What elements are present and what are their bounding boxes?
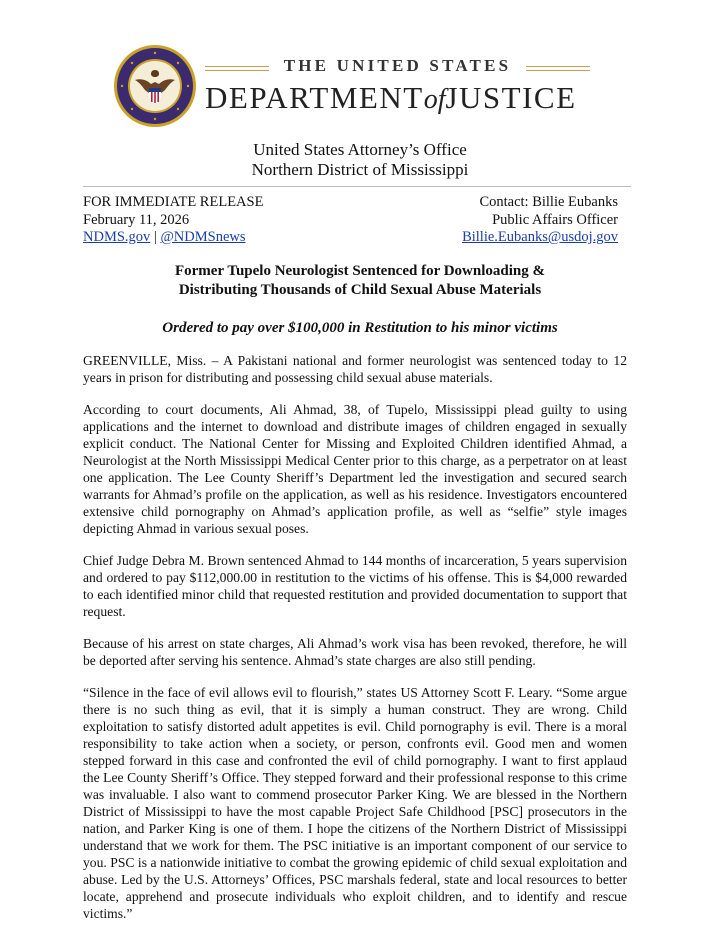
body-paragraph: According to court documents, Ali Ahmad, 38, of Tupelo, Mississippi plead guilty to using applications and the internet to download and distribute images of children engaged in sexually explicit conduct. The National Center for Missing and Exploited Children identified Ahmad, a Neurologist at the North Mississippi Medical Center prior to this charge, as a perpetrator on at least one application. The Lee County Sheriff’s Department led the investigation and secured search warrants for Ahmad’s profile on the application, as well as his residence. Investigators encountered extensive child pornography on Ahmad’s application profile, as well as “selfie” style images depicting Ahmad in various sexual poses.	[83, 402, 627, 536]
office-line-2: Northern District of Mississippi	[251, 160, 469, 179]
wordmark-department: DEPARTMENT	[205, 80, 424, 115]
release-date: February 11, 2026	[83, 211, 190, 228]
body-paragraph: Because of his arrest on state charges, Ali Ahmad’s work visa has been revoked, therefore, he will be deported after serving his sentence. Ahmad’s state charges are also still pending.	[83, 636, 627, 668]
gold-rule-left	[205, 66, 269, 71]
headline-line-1: Former Tupelo Neurologist Sentenced for Downloading &	[174, 263, 545, 279]
wordmark-top-line	[205, 56, 625, 80]
body-paragraph: “Silence in the face of evil allows evil to flourish,” states US Attorney Scott F. Leary. “Some argue there is no such thing as evil, that it is simply a human construct. They are wrong. Child exploitation to satisfy distorted adult appetites is evil. Child pornography is evil. There is a moral responsibility to take action when a society, or person, confronts evil. Good men and women stepped forward in this case and confronted the evil of child pornography. I want to first applaud the Lee County Sheriff’s Office. They stepped forward and their professional response to this crime was invaluable. I also want to commend prosecutor Parker King. We are blessed in the Northern District of Mississippi to have the most capable Project Safe Childhood [PSC] prosecutors in the nation, and Parker King is one of them. I hope the citizens of the Northern District of Mississippi understand that we work for them. The PSC initiative is an important component of our service to you. PSC is a nationwide initiative to combat the growing epidemic of child sexual exploitation and abuse. Led by the U.S. Attorneys’ Offices, PSC marshals federal, state and local resources to better locate, apprehend and prosecute individuals who exploit children, and to identify and rescue victims.”	[83, 685, 627, 921]
gold-rule-right	[526, 66, 590, 71]
headline-line-2: Distributing Thousands of Child Sexual Abuse Materials	[178, 282, 542, 298]
contact-info	[462, 194, 618, 247]
office-name	[0, 140, 720, 180]
doj-seal-icon	[113, 44, 197, 128]
wordmark-of: of	[423, 84, 446, 115]
header-divider	[83, 186, 631, 187]
subheadline: Ordered to pay over $100,000 in Restitution to his minor victims	[162, 320, 558, 336]
contact-email-link[interactable]: Billie.Eubanks@usdoj.gov	[462, 229, 618, 245]
link-separator: |	[150, 229, 161, 245]
contact-name: Contact: Billie Eubanks	[479, 194, 618, 210]
release-body	[83, 352, 627, 937]
body-paragraph: GREENVILLE, Miss. – A Pakistani national and former neurologist was sentenced today to 12 years in prison for distributing and possessing child sexual abuse materials.	[83, 353, 627, 385]
department-wordmark	[205, 56, 625, 118]
body-paragraph: Chief Judge Debra M. Brown sentenced Ahmad to 144 months of incarceration, 5 years supervision and ordered to pay $112,000.00 in restitution to the victims of his offense. This is $4,000 rewarded to each identified minor child that requested restitution and provided documentation to support that request.	[83, 553, 627, 619]
release-info	[83, 194, 263, 247]
site-link[interactable]: NDMS.gov	[83, 229, 151, 245]
wordmark-department-of-justice	[205, 80, 625, 118]
office-line-1: United States Attorney’s Office	[253, 140, 467, 159]
contact-role: Public Affairs Officer	[492, 211, 618, 228]
release-links	[83, 229, 263, 247]
headline	[0, 262, 720, 300]
release-label: FOR IMMEDIATE RELEASE	[83, 194, 264, 210]
wordmark-justice: JUSTICE	[445, 80, 577, 115]
wordmark-united-states: THE UNITED STATES	[283, 56, 512, 75]
social-link[interactable]: @NDMSnews	[160, 229, 246, 245]
